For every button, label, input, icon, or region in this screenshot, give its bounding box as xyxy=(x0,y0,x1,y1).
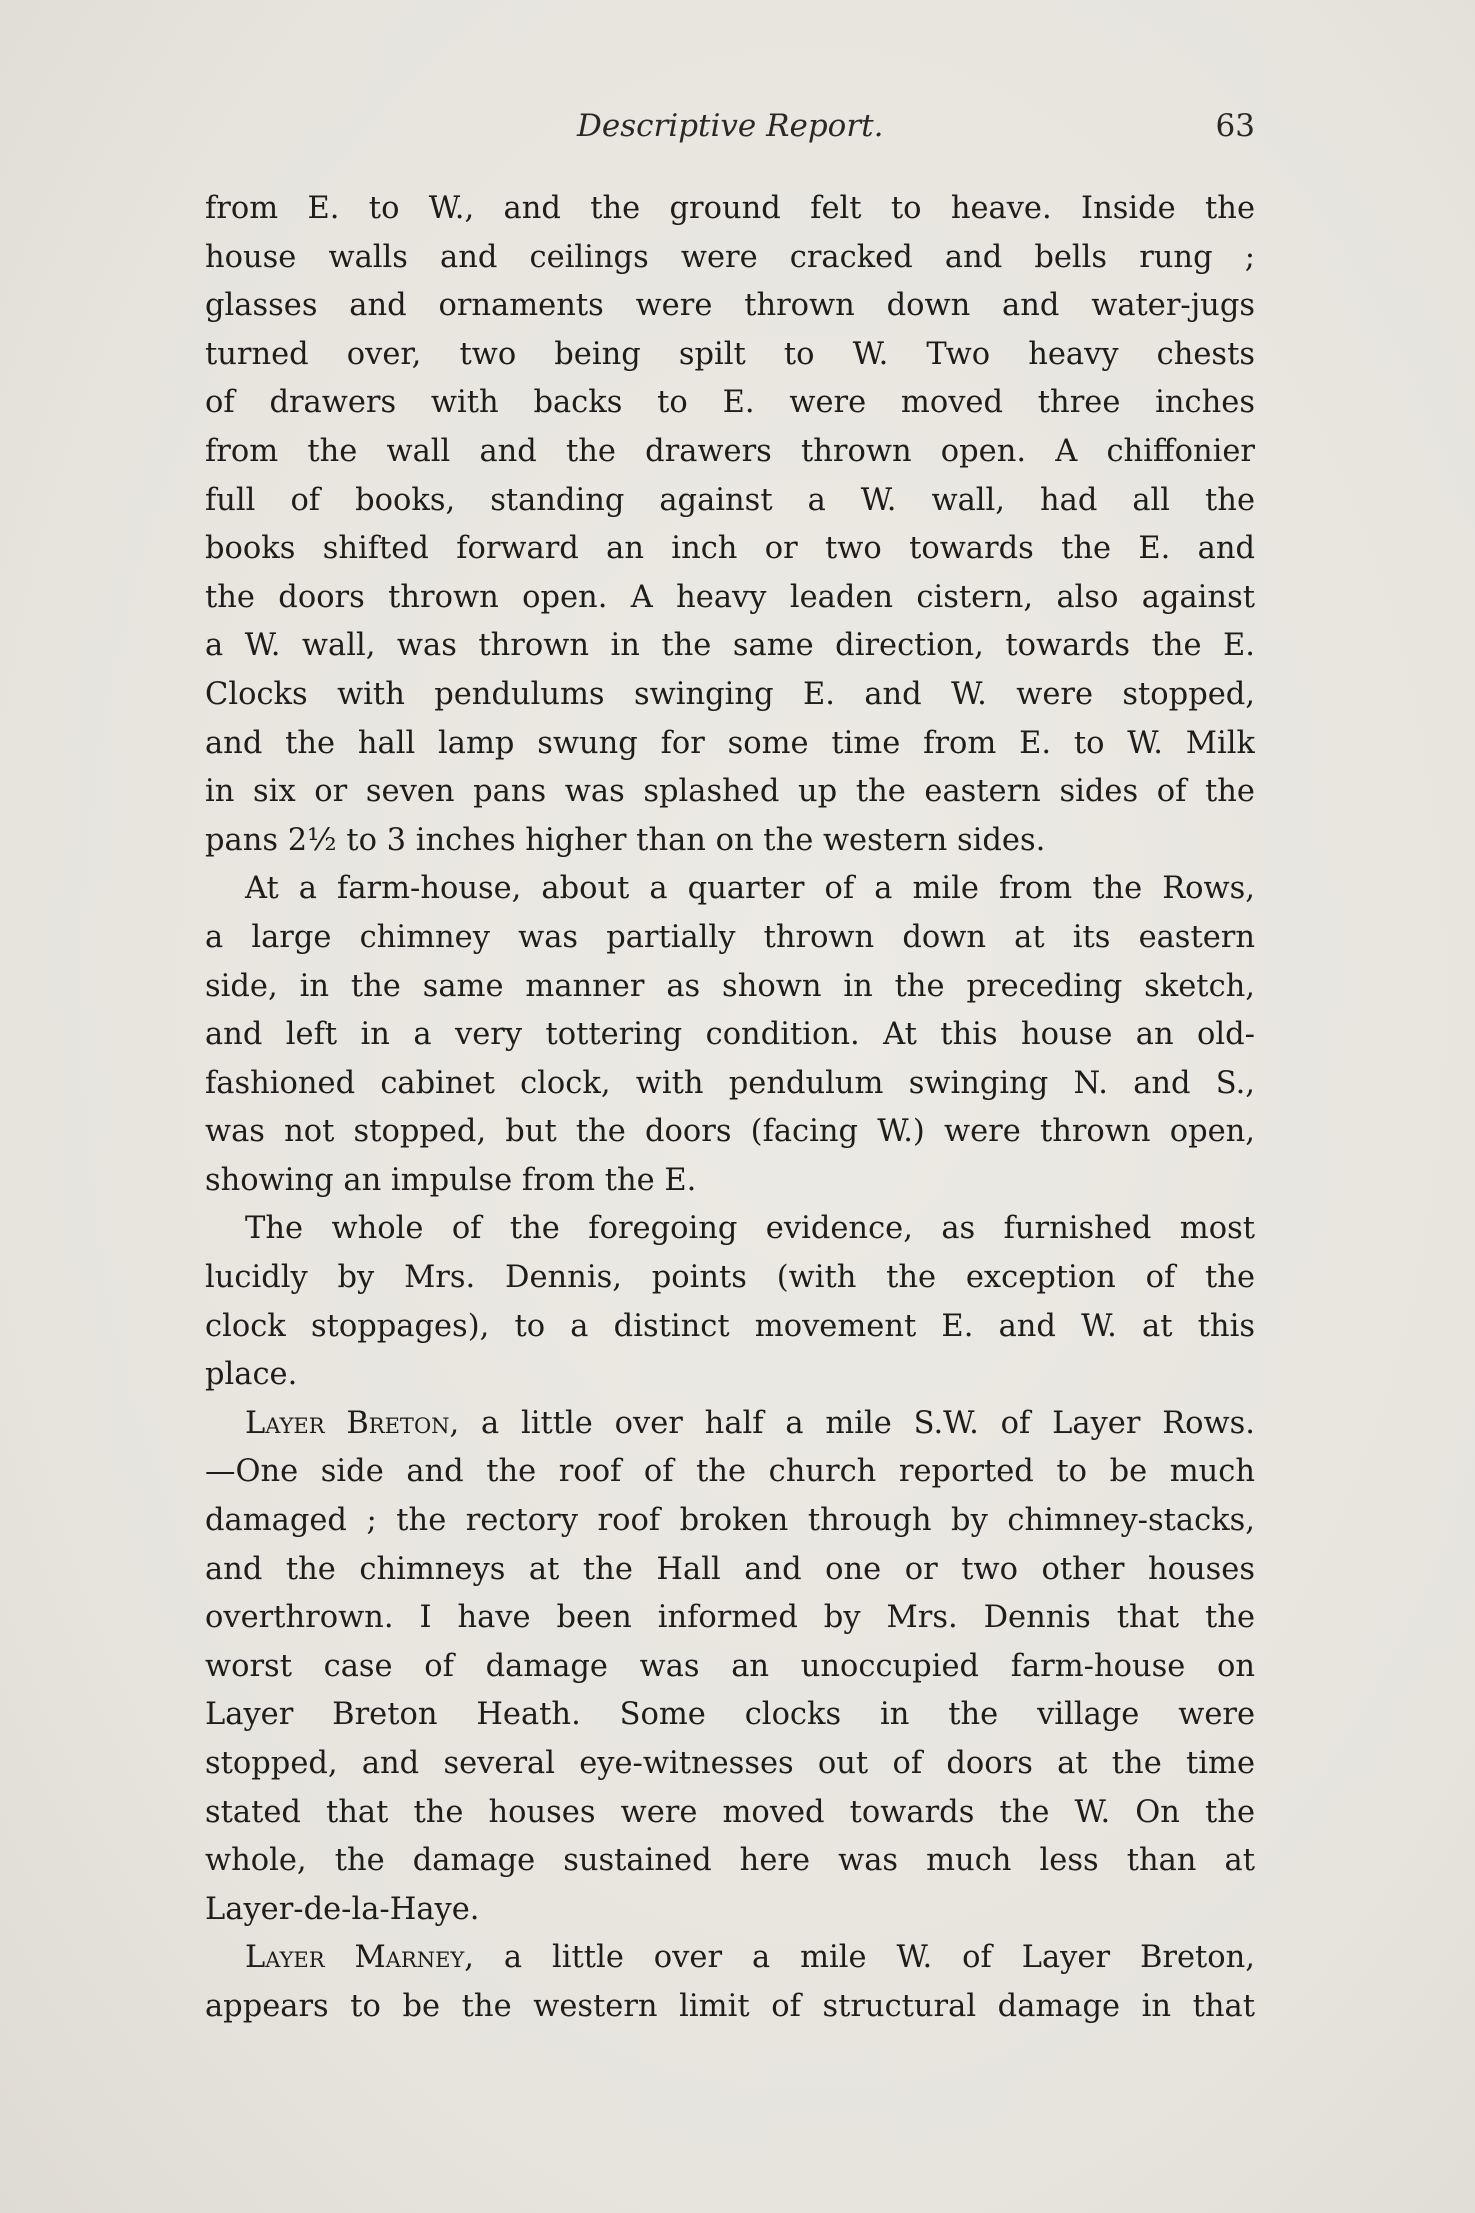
place-heading: Layer Marney, xyxy=(245,1940,474,1976)
paragraph xyxy=(205,1205,1255,1399)
text-line: showing an impulse from the E. xyxy=(205,1162,697,1198)
text-run: a little over half a mile S.W. of Layer Rows. xyxy=(459,1405,1255,1441)
paragraph xyxy=(205,1934,1255,2031)
text-line: pans 2½ to 3 inches higher than on the western sides. xyxy=(205,822,1046,858)
text-line: stated that the houses were moved towards the W. On the xyxy=(205,1794,1255,1830)
text-line: overthrown. I have been informed by Mrs. Dennis that the xyxy=(205,1600,1255,1636)
text-line xyxy=(205,1400,1255,1449)
paragraph xyxy=(205,185,1255,865)
text-line: house walls and ceilings were cracked and bells rung ; xyxy=(205,239,1255,275)
text-line: a large chimney was partially thrown down at its eastern xyxy=(205,919,1255,955)
page-header xyxy=(205,108,1255,158)
text-line: appears to be the western limit of structural damage in that xyxy=(205,1988,1255,2024)
text-line: Clocks with pendulums swinging E. and W. were stopped, xyxy=(205,676,1255,712)
place-heading: Layer Breton, xyxy=(245,1405,460,1441)
text-line: from the wall and the drawers thrown open. A chiffonier xyxy=(205,433,1255,469)
text-line: full of books, standing against a W. wall, had all the xyxy=(205,482,1255,518)
text-line: —One side and the roof of the church reported to be much xyxy=(205,1454,1255,1490)
text-line: damaged ; the rectory roof broken through by chimney-stacks, xyxy=(205,1503,1255,1539)
text-line: whole, the damage sustained here was much less than at xyxy=(205,1843,1255,1879)
text-line: worst case of damage was an unoccupied farm-house on xyxy=(205,1648,1255,1684)
text-line: The whole of the foregoing evidence, as furnished most xyxy=(245,1211,1255,1247)
text-line xyxy=(205,1934,1255,1983)
page-number: 63 xyxy=(1215,108,1255,144)
text-line: glasses and ornaments were thrown down and water-jugs xyxy=(205,288,1255,324)
text-line: and the chimneys at the Hall and one or two other houses xyxy=(205,1551,1255,1587)
text-line: place. xyxy=(205,1357,298,1393)
body-text xyxy=(205,185,1255,2032)
text-line: stopped, and several eye-witnesses out of doors at the time xyxy=(205,1746,1255,1781)
text-line: was not stopped, but the doors (facing W.) were thrown open, xyxy=(205,1114,1255,1150)
paragraph xyxy=(205,1400,1255,1935)
text-line: of drawers with backs to E. were moved three inches xyxy=(205,385,1255,421)
text-line: Layer Breton Heath. Some clocks in the village were xyxy=(205,1697,1255,1733)
running-title: Descriptive Report. xyxy=(577,108,884,144)
text-line: side, in the same manner as shown in the preceding sketch, xyxy=(205,968,1255,1004)
text-line: and the hall lamp swung for some time from E. to W. Milk xyxy=(205,725,1255,761)
text-line: lucidly by Mrs. Dennis, points (with the exception of the xyxy=(205,1260,1255,1296)
paragraph xyxy=(205,865,1255,1205)
text-line: and left in a very tottering condition. At this house an old- xyxy=(205,1017,1255,1053)
text-line: a W. wall, was thrown in the same direction, towards the E. xyxy=(205,628,1255,664)
text-line: in six or seven pans was splashed up the eastern sides of the xyxy=(205,774,1255,810)
text-line: turned over, two being spilt to W. Two heavy chests xyxy=(205,336,1255,372)
text-line: books shifted forward an inch or two towards the E. and xyxy=(205,531,1255,567)
text-run: a little over a mile W. of Layer Breton, xyxy=(473,1940,1255,1976)
text-line: fashioned cabinet clock, with pendulum swinging N. and S., xyxy=(205,1065,1255,1101)
text-line: Layer-de-la-Haye. xyxy=(205,1891,480,1927)
text-line: from E. to W., and the ground felt to heave. Inside the xyxy=(205,191,1255,226)
text-line: clock stoppages), to a distinct movement E. and W. at this xyxy=(205,1308,1255,1344)
text-line: the doors thrown open. A heavy leaden cistern, also against xyxy=(205,579,1255,615)
text-line: At a farm-house, about a quarter of a mile from the Rows, xyxy=(245,871,1255,907)
